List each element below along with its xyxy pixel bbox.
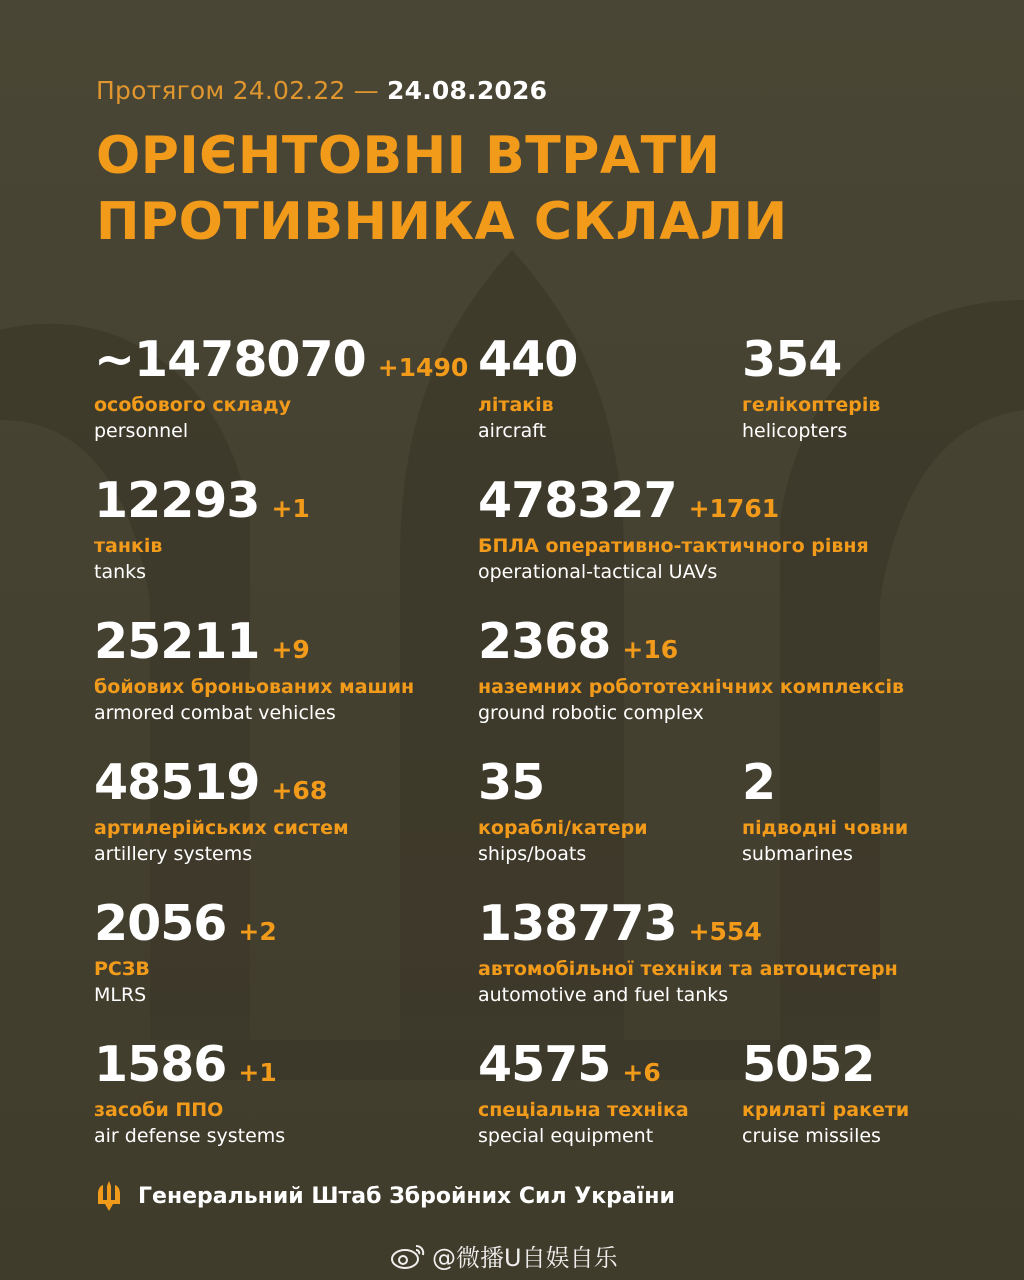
stat-acv — [94, 614, 414, 724]
title-line-2: ПРОТИВНИКА СКЛАЛИ — [96, 192, 788, 252]
stat-label-ua: РСЗВ — [94, 958, 150, 980]
stat-value: 2368 — [478, 613, 611, 670]
stat-vehicles — [478, 896, 898, 1006]
stat-delta: +1 — [271, 494, 310, 523]
stat-helicopters — [742, 332, 880, 442]
stat-label-ua: артилерійських систем — [94, 817, 349, 839]
watermark — [390, 1238, 618, 1273]
page-title — [96, 123, 964, 255]
stat-label-en: personnel — [94, 420, 189, 442]
stat-label-en: ground robotic complex — [478, 702, 704, 724]
stat-value: 138773 — [478, 895, 677, 952]
stat-label-ua: підводні човни — [742, 817, 909, 839]
stat-personnel — [94, 332, 468, 442]
stat-label-ua: крилаті ракети — [742, 1099, 910, 1121]
stat-label-en: tanks — [94, 561, 147, 583]
stat-aircraft — [478, 332, 577, 442]
stat-air-defense — [94, 1037, 285, 1147]
weibo-icon — [390, 1242, 426, 1270]
stat-label-ua: автомобільної техніки та автоцистерн — [478, 958, 898, 980]
stat-label-en: air defense systems — [94, 1125, 286, 1147]
footer — [96, 1180, 675, 1212]
stat-value: 5052 — [742, 1036, 875, 1093]
stat-label-ua: особового складу — [94, 394, 291, 416]
stat-cruise-missiles — [742, 1037, 909, 1147]
stat-value: 478327 — [478, 472, 677, 529]
footer-org-name: Генеральний Штаб Збройних Сил України — [138, 1183, 675, 1209]
stat-delta: +1 — [238, 1058, 277, 1087]
stat-artillery — [94, 755, 349, 865]
stat-value: 48519 — [94, 754, 260, 811]
stat-tanks — [94, 473, 310, 583]
stat-value: 2 — [742, 754, 776, 811]
stat-value: 1586 — [94, 1036, 227, 1093]
stat-delta: +16 — [622, 635, 679, 664]
stat-delta: +2 — [238, 917, 277, 946]
trident-icon — [96, 1180, 122, 1212]
stat-uavs — [478, 473, 869, 583]
stat-value: 25211 — [94, 613, 260, 670]
stat-label-ua: наземних робототехнічних комплексів — [478, 676, 905, 698]
watermark-text: @微播U自娱自乐 — [432, 1244, 618, 1272]
stat-delta: +68 — [271, 776, 328, 805]
stat-special-equipment — [478, 1037, 689, 1147]
title-line-1: ОРІЄНТОВНІ ВТРАТИ — [96, 126, 721, 186]
stat-label-en: ships/boats — [478, 843, 587, 865]
stat-label-en: MLRS — [94, 984, 147, 1006]
stat-label-ua: бойових броньованих машин — [94, 676, 415, 698]
stat-delta: +1490 — [377, 353, 469, 382]
stat-label-en: aircraft — [478, 420, 547, 442]
stat-ships — [478, 755, 648, 865]
stat-delta: +1761 — [688, 494, 780, 523]
stat-submarines — [742, 755, 908, 865]
stat-value: 4575 — [478, 1036, 611, 1093]
stat-ground-robotic — [478, 614, 904, 724]
stat-delta: +9 — [271, 635, 310, 664]
period-line — [96, 76, 964, 105]
stat-label-ua: засоби ППО — [94, 1099, 224, 1121]
stat-value: ~1478070 — [94, 331, 366, 388]
stat-value: 354 — [742, 331, 842, 388]
stat-label-ua: БПЛА оперативно-тактичного рівня — [478, 535, 869, 557]
stat-value: 2056 — [94, 895, 227, 952]
stat-label-en: helicopters — [742, 420, 848, 442]
stat-label-en: cruise missiles — [742, 1125, 881, 1147]
header — [96, 76, 964, 255]
stat-mlrs — [94, 896, 277, 1006]
stat-label-ua: танків — [94, 535, 163, 557]
stat-label-ua: кораблі/катери — [478, 817, 648, 839]
stat-label-ua: літаків — [478, 394, 554, 416]
stat-value: 12293 — [94, 472, 260, 529]
stat-label-en: submarines — [742, 843, 853, 865]
period-prefix: Протягом 24.02.22 — — [96, 76, 379, 105]
stat-delta: +554 — [688, 917, 762, 946]
period-end-date: 24.08.2026 — [387, 76, 548, 105]
stat-label-ua: гелікоптерів — [742, 394, 881, 416]
stat-value: 35 — [478, 754, 545, 811]
stat-label-en: artillery systems — [94, 843, 253, 865]
stat-label-en: operational-tactical UAVs — [478, 561, 718, 583]
stat-delta: +6 — [622, 1058, 661, 1087]
stat-value: 440 — [478, 331, 578, 388]
stat-label-en: special equipment — [478, 1125, 654, 1147]
stat-label-ua: спеціальна техніка — [478, 1099, 689, 1121]
stat-label-en: automotive and fuel tanks — [478, 984, 729, 1006]
stat-label-en: armored combat vehicles — [94, 702, 336, 724]
